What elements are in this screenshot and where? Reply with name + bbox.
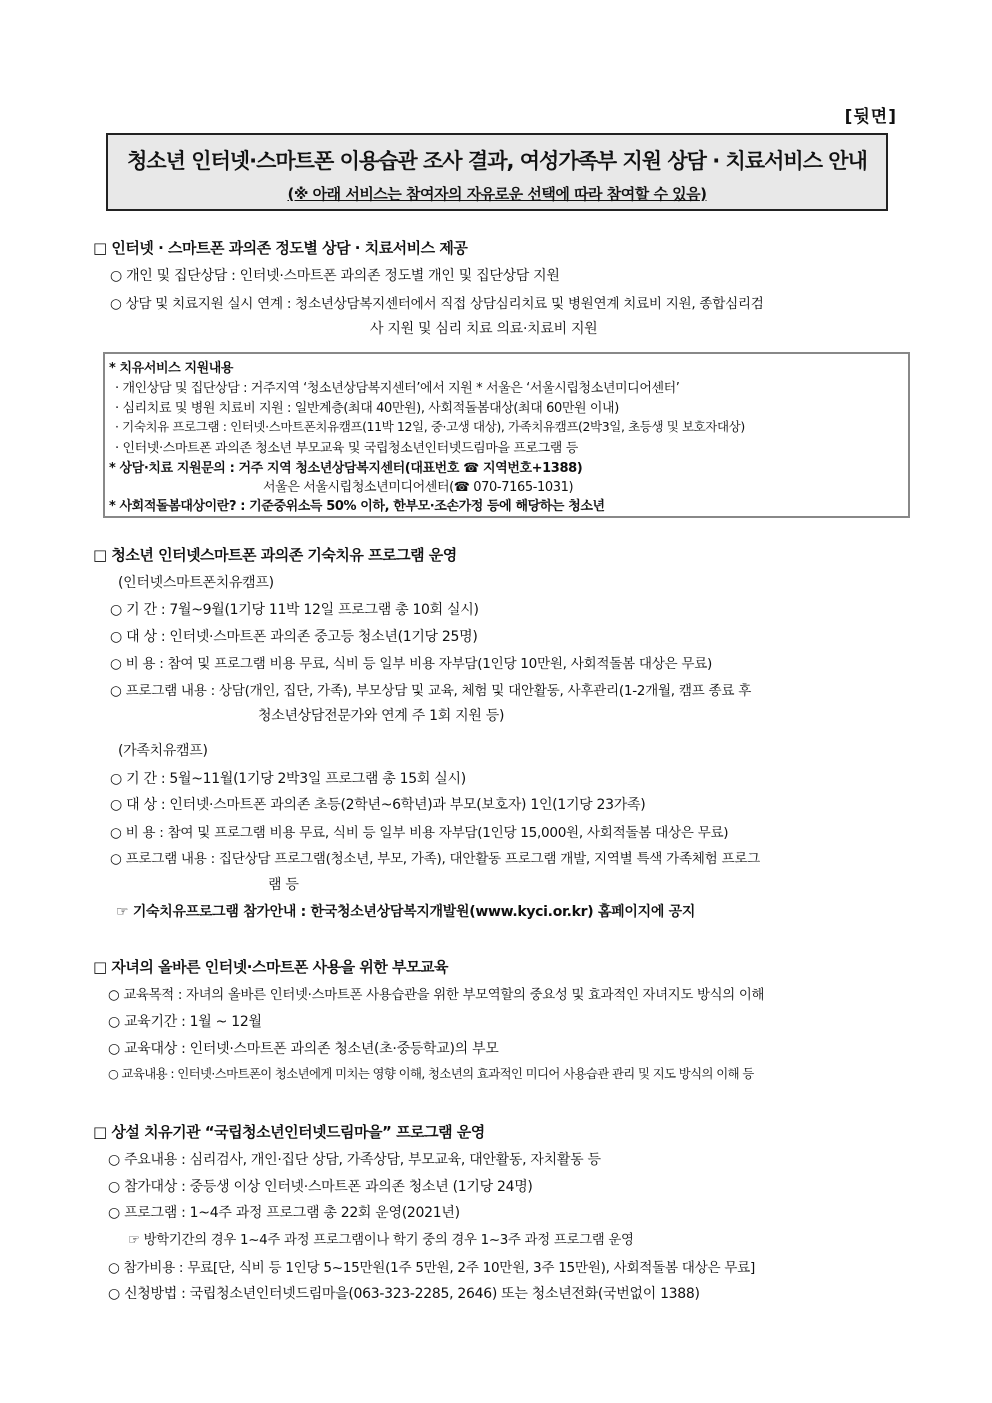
section3-item: ○ 교육목적 : 자녀의 올바른 인터넷·스마트폰 사용습관을 위한 부모역할의 중요성 및 효과적인 자녀지도 방식의 이해 <box>108 988 765 1003</box>
title-box <box>106 133 888 211</box>
camp2-item: ○ 비 용 : 참여 및 프로그램 비용 무료, 식비 등 일부 비용 자부담(1인당 15,000원, 사회적돌봄 대상은 무료) <box>110 825 729 841</box>
camp1-item: ○ 프로그램 내용 : 상담(개인, 집단, 가족), 부모상담 및 교육, 체험 및 대안활동, 사후관리(1-2개월, 캠프 종료 후 <box>110 683 752 699</box>
camp1-item: ○ 대 상 : 인터넷·스마트폰 과의존 중고등 청소년(1기당 25명) <box>110 629 478 645</box>
section3-item: ○ 교육대상 : 인터넷·스마트폰 과의존 청소년(초·중등학교)의 부모 <box>108 1041 499 1057</box>
info-line: 서울은 서울시립청소년미디어센터(☎ 070-7165-1031) <box>263 480 574 495</box>
info-box <box>103 352 910 518</box>
back-side-label: [뒷면] <box>844 107 897 127</box>
section4-heading: □ 상설 치유기관 “국립청소년인터넷드림마을” 프로그램 운영 <box>93 1123 485 1141</box>
camp1-item: ○ 기 간 : 7월~9월(1기당 11박 12일 프로그램 총 10회 실시) <box>110 602 479 618</box>
page-title: 청소년 인터넷·스마트폰 이용습관 조사 결과, 여성가족부 지원 상담 · 치료서비스 안내 <box>127 149 867 173</box>
camp2-item: ○ 기 간 : 5월~11월(1기당 2박3일 프로그램 총 15회 실시) <box>110 771 466 787</box>
section4-item: ○ 신청방법 : 국립청소년인터넷드림마을(063-323-2285, 2646) 또는 청소년전화(국번없이 1388) <box>108 1286 700 1302</box>
section4-item: ○ 주요내용 : 심리검사, 개인·집단 상담, 가족상담, 부모교육, 대안활동, 자치활동 등 <box>108 1152 601 1168</box>
camp2-item-cont: 램 등 <box>268 877 299 893</box>
info-line: · 인터넷·스마트폰 과의존 청소년 부모교육 및 국립청소년인터넷드림마을 프로그램 등 <box>115 441 578 456</box>
camp2-item: ○ 대 상 : 인터넷·스마트폰 과의존 초등(2학년~6학년)과 부모(보호자) 1인(1기당 23가족) <box>110 797 646 813</box>
section4-item: ○ 참가대상 : 중등생 이상 인터넷·스마트폰 과의존 청소년 (1기당 24명) <box>108 1179 533 1195</box>
section1-item: ○ 개인 및 집단상담 : 인터넷·스마트폰 과의존 정도별 개인 및 집단상담 지원 <box>110 268 560 284</box>
section1-item-cont: 사 지원 및 심리 치료 의료·치료비 지원 <box>370 321 598 337</box>
section1-item: ○ 상담 및 치료지원 실시 연계 : 청소년상담복지센터에서 직접 상담심리치료 및 병원연계 치료비 지원, 종합심리검 <box>110 296 764 312</box>
camp2-title: (가족치유캠프) <box>118 743 208 759</box>
info-line: · 심리치료 및 병원 치료비 지원 : 일반계층(최대 40만원), 사회적돌봄대상(최대 60만원 이내) <box>115 401 619 416</box>
section4-item: ○ 참가비용 : 무료[단, 식비 등 1인당 5~15만원(1주 5만원, 2주 10만원, 3주 15만원), 사회적돌봄 대상은 무료] <box>108 1260 755 1276</box>
section3-heading: □ 자녀의 올바른 인터넷·스마트폰 사용을 위한 부모교육 <box>93 958 448 976</box>
info-line: · 개인상담 및 집단상담 : 거주지역 ‘청소년상담복지센터’에서 지원 * 서울은 ‘서울시립청소년미디어센터’ <box>115 381 680 396</box>
camp-notice: ☞ 기숙치유프로그램 참가안내 : 한국청소년상담복지개발원(www.kyci.or.kr) 홈페이지에 공지 <box>116 904 696 920</box>
section4-note: ☞ 방학기간의 경우 1~4주 과정 프로그램이나 학기 중의 경우 1~3주 과정 프로그램 운영 <box>128 1233 634 1248</box>
info-line: * 상담·치료 지원문의 : 거주 지역 청소년상담복지센터(대표번호 ☎ 지역번호+1388) <box>109 461 583 476</box>
info-line: * 치유서비스 지원내용 <box>109 361 234 376</box>
section1-heading: □ 인터넷 · 스마트폰 과의존 정도별 상담 · 치료서비스 제공 <box>93 239 468 257</box>
section2-heading: □ 청소년 인터넷스마트폰 과의존 기숙치유 프로그램 운영 <box>93 546 457 564</box>
section3-item: ○ 교육내용 : 인터넷·스마트폰이 청소년에게 미치는 영향 이해, 청소년의 효과적인 미디어 사용습관 관리 및 지도 방식의 이해 등 <box>108 1066 754 1081</box>
camp1-item-cont: 청소년상담전문가와 연계 주 1회 지원 등) <box>258 708 505 724</box>
camp2-item: ○ 프로그램 내용 : 집단상담 프로그램(청소년, 부모, 가족), 대안활동 프로그램 개발, 지역별 특색 가족체험 프로그 <box>110 851 760 867</box>
page-subtitle: (※ 아래 서비스는 참여자의 자유로운 선택에 따라 참여할 수 있음) <box>287 185 707 203</box>
info-line: * 사회적돌봄대상이란? : 기준중위소득 50% 이하, 한부모·조손가정 등에 해당하는 청소년 <box>109 499 605 514</box>
camp1-item: ○ 비 용 : 참여 및 프로그램 비용 무료, 식비 등 일부 비용 자부담(1인당 10만원, 사회적돌봄 대상은 무료) <box>110 656 713 672</box>
info-line: · 기숙치유 프로그램 : 인터넷·스마트폰치유캠프(11박 12일, 중·고생 대상), 가족치유캠프(2박3일, 초등생 및 보호자대상) <box>115 419 745 434</box>
section4-item: ○ 프로그램 : 1~4주 과정 프로그램 총 22회 운영(2021년) <box>108 1205 460 1221</box>
camp1-title: (인터넷스마트폰치유캠프) <box>118 575 274 591</box>
section3-item: ○ 교육기간 : 1월 ~ 12월 <box>108 1014 262 1030</box>
